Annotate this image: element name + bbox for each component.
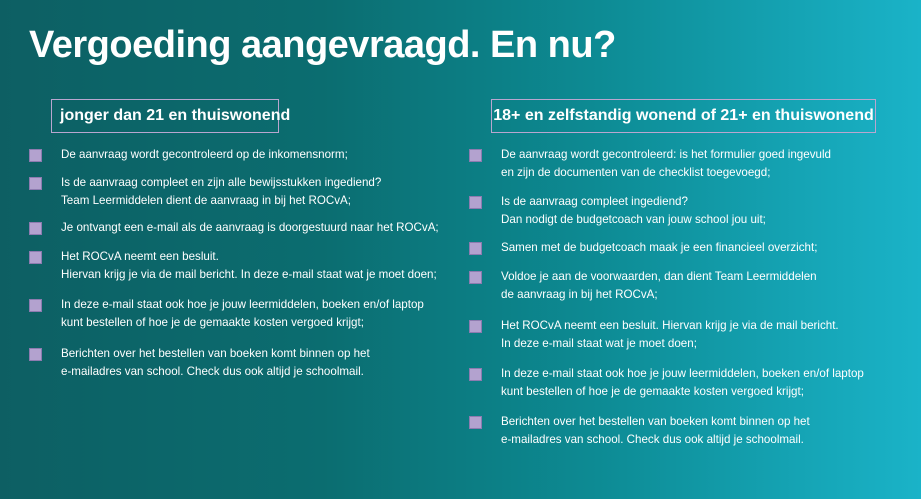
list-item	[29, 345, 370, 381]
list-item	[469, 413, 810, 449]
list-item-text	[501, 365, 864, 401]
list-item	[469, 317, 839, 353]
list-item	[469, 193, 766, 229]
checkbox-icon	[469, 416, 482, 429]
list-item-line: Berichten over het bestellen van boeken komt binnen op het	[501, 415, 810, 428]
list-item-line: de aanvraag in bij het ROCvA;	[501, 288, 658, 301]
checkbox-icon	[469, 242, 482, 255]
checkbox-icon	[469, 196, 482, 209]
list-item-line: Is de aanvraag compleet ingediend?	[501, 195, 688, 208]
checkbox-icon	[29, 222, 42, 235]
list-item-line: Berichten over het bestellen van boeken komt binnen op het	[61, 347, 370, 360]
list-item-line: In deze e-mail staat ook hoe je jouw leermiddelen, boeken en/of laptop	[501, 367, 864, 380]
list-item-text	[501, 193, 766, 229]
list-item-line: kunt bestellen of hoe je de gemaakte kosten vergoed krijgt;	[61, 316, 364, 329]
list-item-line: In deze e-mail staat wat je moet doen;	[501, 337, 697, 350]
list-item-line: Hiervan krijg je via de mail bericht. In deze e-mail staat wat je moet doen;	[61, 268, 437, 281]
list-item-line: Het ROCvA neemt een besluit.	[61, 250, 219, 263]
list-item-line: e-mailadres van school. Check dus ook altijd je schoolmail.	[501, 433, 804, 446]
list-item-line: kunt bestellen of hoe je de gemaakte kosten vergoed krijgt;	[501, 385, 804, 398]
list-item-line: Dan nodigt de budgetcoach van jouw school jou uit;	[501, 213, 766, 226]
list-item-text	[61, 146, 348, 164]
checkbox-icon	[29, 177, 42, 190]
list-item-line: e-mailadres van school. Check dus ook altijd je schoolmail.	[61, 365, 364, 378]
list-item-line: Team Leermiddelen dient de aanvraag in bij het ROCvA;	[61, 194, 352, 207]
list-item-line: In deze e-mail staat ook hoe je jouw leermiddelen, boeken en/of laptop	[61, 298, 424, 311]
list-item-line: Is de aanvraag compleet en zijn alle bewijsstukken ingediend?	[61, 176, 382, 189]
list-item-line: Je ontvangt een e-mail als de aanvraag is doorgestuurd naar het ROCvA;	[61, 221, 439, 234]
list-item	[29, 219, 439, 237]
list-item	[469, 239, 817, 257]
list-item	[469, 365, 864, 401]
right-column-header: 18+ en zelfstandig wonend of 21+ en thuiswonend	[491, 99, 876, 133]
checkbox-icon	[29, 251, 42, 264]
checkbox-icon	[29, 348, 42, 361]
list-item	[469, 268, 817, 304]
checkbox-icon	[29, 299, 42, 312]
checkbox-icon	[469, 271, 482, 284]
list-item-text	[501, 146, 831, 182]
list-item-line: Samen met de budgetcoach maak je een financieel overzicht;	[501, 241, 818, 254]
list-item	[29, 248, 437, 284]
list-item	[29, 296, 424, 332]
page-title: Vergoeding aangevraagd. En nu?	[29, 24, 616, 66]
list-item-text	[61, 248, 437, 284]
list-item-text	[61, 219, 439, 237]
list-item-line: en zijn de documenten van de checklist toegevoegd;	[501, 166, 771, 179]
list-item-text	[501, 268, 817, 304]
left-column-header: jonger dan 21 en thuiswonend	[51, 99, 279, 133]
list-item-text	[501, 317, 839, 353]
list-item-line: De aanvraag wordt gecontroleerd: is het formulier goed ingevuld	[501, 148, 831, 161]
list-item-line: De aanvraag wordt gecontroleerd op de inkomensnorm;	[61, 148, 348, 161]
checkbox-icon	[29, 149, 42, 162]
list-item-text	[61, 296, 424, 332]
list-item	[29, 174, 381, 210]
list-item	[469, 146, 831, 182]
list-item-line: Voldoe je aan de voorwaarden, dan dient Team Leermiddelen	[501, 270, 817, 283]
checkbox-icon	[469, 368, 482, 381]
list-item-text	[61, 174, 381, 210]
list-item	[29, 146, 348, 164]
list-item-text	[501, 239, 817, 257]
checkbox-icon	[469, 149, 482, 162]
list-item-text	[61, 345, 370, 381]
list-item-text	[501, 413, 810, 449]
checkbox-icon	[469, 320, 482, 333]
list-item-line: Het ROCvA neemt een besluit. Hiervan krijg je via de mail bericht.	[501, 319, 839, 332]
